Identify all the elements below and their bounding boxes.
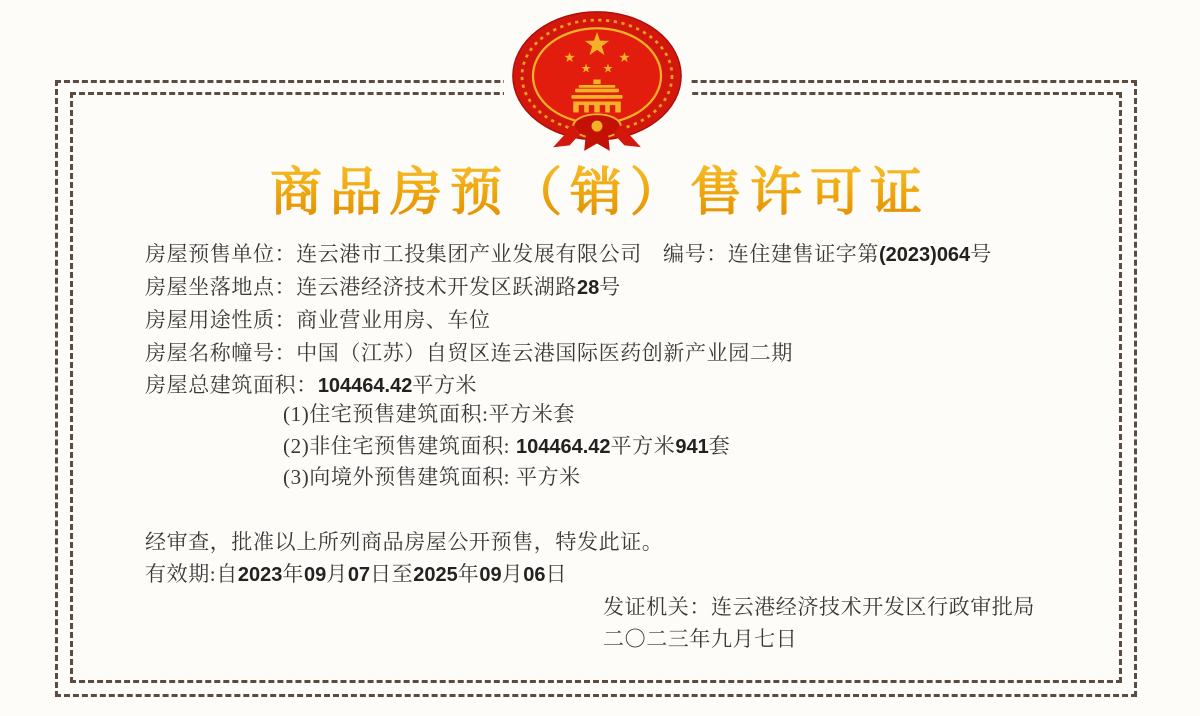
field-total-area <box>145 372 477 399</box>
text-segment: (2023)064 <box>879 244 971 266</box>
text-segment: 有效期:自 <box>145 562 238 586</box>
text-segment: 日 <box>545 562 568 586</box>
text-segment: 日至 <box>370 562 414 586</box>
text-segment: 二〇二三年九月七日 <box>603 627 798 651</box>
text-segment: (1)住宅预售建筑面积:平方米套 <box>283 402 575 426</box>
field-residential-presale-area <box>283 401 575 427</box>
text-segment: 104464.42 <box>317 375 413 397</box>
issuing-authority <box>603 594 1035 620</box>
national-emblem-icon <box>504 10 690 160</box>
text-segment: 941 <box>675 436 709 458</box>
certificate-title: 商品房预（销）售许可证 <box>0 150 1200 225</box>
text-segment: 编号：连住建售证字第 <box>663 242 879 266</box>
text-segment: 年 <box>457 562 480 586</box>
text-segment: 房屋预售单位：连云港市工投集团产业发展有限公司 <box>145 242 642 266</box>
text-segment: (2)非住宅预售建筑面积: <box>283 434 516 458</box>
text-segment: 房屋名称幢号：中国（江苏）自贸区连云港国际医药创新产业园二期 <box>145 341 793 365</box>
field-location <box>145 274 621 301</box>
text-segment: 28 <box>577 277 600 299</box>
text-segment: (3)向境外预售建筑面积: 平方米 <box>283 465 581 489</box>
field-presale-unit <box>145 241 642 267</box>
text-segment: 2025 <box>413 564 458 586</box>
text-segment: 06 <box>523 564 546 586</box>
text-segment: 套 <box>708 434 731 458</box>
text-segment: 经审查，批准以上所列商品房屋公开预售，特发此证。 <box>145 530 664 554</box>
text-segment: 平方米 <box>412 373 478 397</box>
text-segment: 年 <box>282 562 304 586</box>
text-segment: 月 <box>326 562 348 586</box>
field-overseas-presale-area <box>283 464 581 490</box>
text-segment: 房屋坐落地点：连云港经济技术开发区跃湖路 <box>145 275 577 299</box>
text-segment: 发证机关：连云港经济技术开发区行政审批局 <box>603 595 1035 619</box>
text-segment: 104464.42 <box>515 436 611 458</box>
text-segment: 平方米 <box>610 434 676 458</box>
field-usage-nature <box>145 307 491 333</box>
field-nonresidential-presale-area <box>283 433 730 460</box>
field-building-name <box>145 340 793 366</box>
text-segment: 2023 <box>237 564 283 586</box>
text-segment: 09 <box>479 564 502 586</box>
text-segment: 月 <box>501 562 524 586</box>
issue-date <box>603 626 797 652</box>
text-segment: 09 <box>303 564 327 586</box>
validity-period <box>145 561 567 588</box>
text-segment: 07 <box>347 564 371 586</box>
text-segment: 号 <box>970 242 992 266</box>
approval-statement <box>145 529 663 555</box>
field-serial-number <box>663 241 992 268</box>
text-segment: 房屋用途性质：商业营业用房、车位 <box>145 308 491 332</box>
text-segment: 号 <box>599 275 621 299</box>
text-segment: 房屋总建筑面积： <box>145 373 318 397</box>
